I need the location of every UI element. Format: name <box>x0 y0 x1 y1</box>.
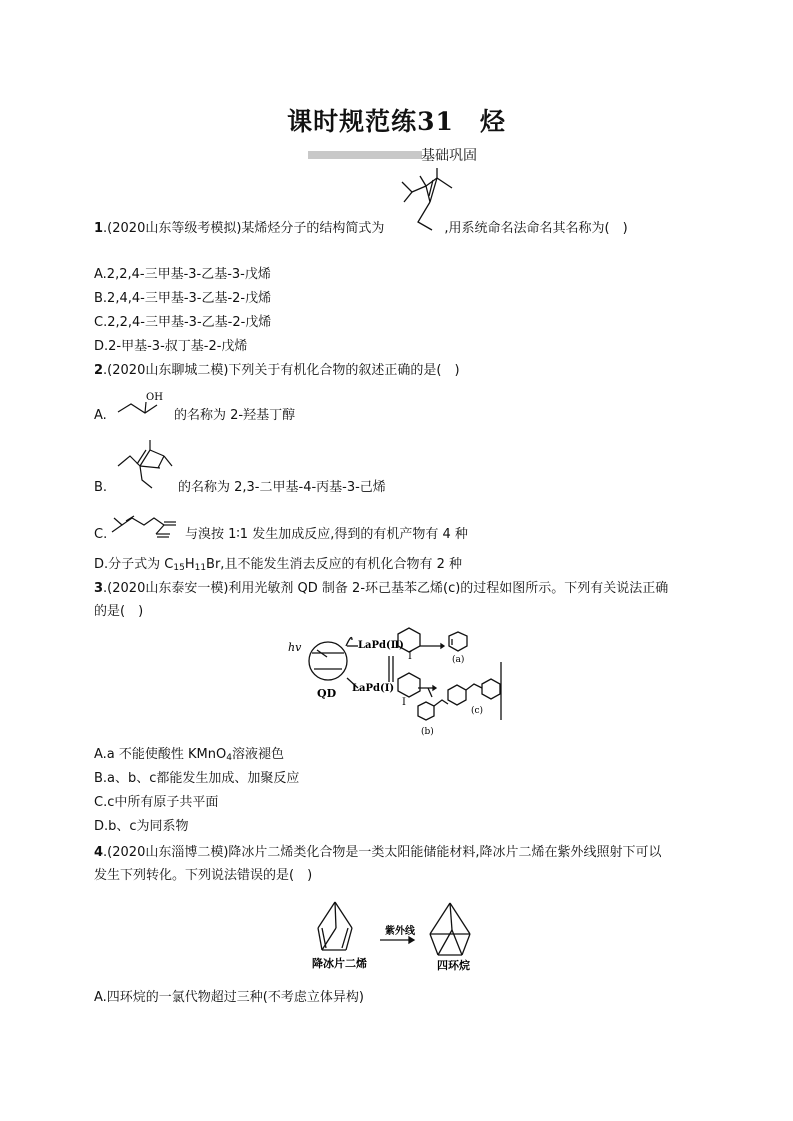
q1-option-b[interactable]: B.2,4,4-三甲基-3-乙基-2-戊烯 <box>94 291 272 306</box>
q1-option-d[interactable]: D.2-甲基-3-叔丁基-2-戊烯 <box>94 339 248 354</box>
q3-c-label: (c) <box>471 706 484 716</box>
q2-option-b-text[interactable]: 的名称为 2,3-二甲基-4-丙基-3-己烯 <box>178 480 386 495</box>
q3-option-a[interactable]: A.a 不能使酸性 KMnO$_4$溶液褪色 <box>94 747 284 763</box>
q2-option-d[interactable]: D.分子式为 $C_{15}H_{11}Br$,且不能发生消去反应的有机化合物有 2 种 <box>94 557 462 573</box>
q4-option-a[interactable]: A.四环烷的一氯代物超过三种(不考虑立体异构) <box>94 990 364 1005</box>
q4-reactant-label: 降冰片二烯 <box>312 957 367 970</box>
q3-option-d[interactable]: D.b、c为同系物 <box>94 819 189 834</box>
q4-stem-line1: 4.(2020山东淄博二模)降冰片二烯类化合物是一类太阳能储能材料,降冰片二烯在紫外线照射下可以 <box>94 845 662 860</box>
q3-a-label: (a) <box>452 655 465 665</box>
q3-lapd1-label: LaPd(Ⅰ) <box>352 683 395 694</box>
q2-option-c-text[interactable]: 与溴按 1∶1 发生加成反应,得到的有机产物有 4 种 <box>185 527 468 542</box>
q3-stem-line1: 3.(2020山东泰安一模)利用光敏剂 QD 制备 2-环己基苯乙烯(c)的过程如图所示。下列有关说法正确 <box>94 581 669 596</box>
page-title: 课时规范练31 烃 <box>287 107 506 136</box>
q1-stem: 1.(2020山东等级考模拟)某烯烃分子的结构简式为 ,用系统命名法命名其名称为( ) <box>94 221 628 236</box>
section-bar <box>308 151 422 159</box>
section-heading: 基础巩固 <box>421 148 477 164</box>
q2-stem: 2.(2020山东聊城二模)下列关于有机化合物的叙述正确的是( ) <box>94 363 460 378</box>
q3-i2-label: I <box>402 697 406 708</box>
q4-arrow-label: 紫外线 <box>385 926 415 937</box>
q3-i1-label: I <box>408 651 412 662</box>
q2-option-a-label[interactable]: A. <box>94 408 107 423</box>
q3-b-label: (b) <box>421 727 434 737</box>
q2-option-a-oh-label: OH <box>146 392 163 403</box>
q3-option-c[interactable]: C.c中所有原子共平面 <box>94 795 219 810</box>
q2-option-a-text[interactable]: 的名称为 2-羟基丁醇 <box>174 408 296 423</box>
q2-option-c-label[interactable]: C. <box>94 527 108 542</box>
q3-hv-label: hv <box>288 641 302 654</box>
q3-lapd2-label: LaPd(Ⅱ) <box>358 640 404 651</box>
q3-qd-label: QD <box>317 687 337 700</box>
q1-option-c[interactable]: C.2,2,4-三甲基-3-乙基-2-戊烯 <box>94 315 272 330</box>
q3-option-b[interactable]: B.a、b、c都能发生加成、加聚反应 <box>94 771 300 786</box>
q3-stem-line2: 的是( ) <box>94 604 144 619</box>
q4-product-label: 四环烷 <box>437 959 470 972</box>
q4-stem-line2: 发生下列转化。下列说法错误的是( ) <box>94 868 313 883</box>
q2-option-b-label[interactable]: B. <box>94 480 108 495</box>
q1-option-a[interactable]: A.2,2,4-三甲基-3-乙基-3-戊烯 <box>94 267 271 282</box>
